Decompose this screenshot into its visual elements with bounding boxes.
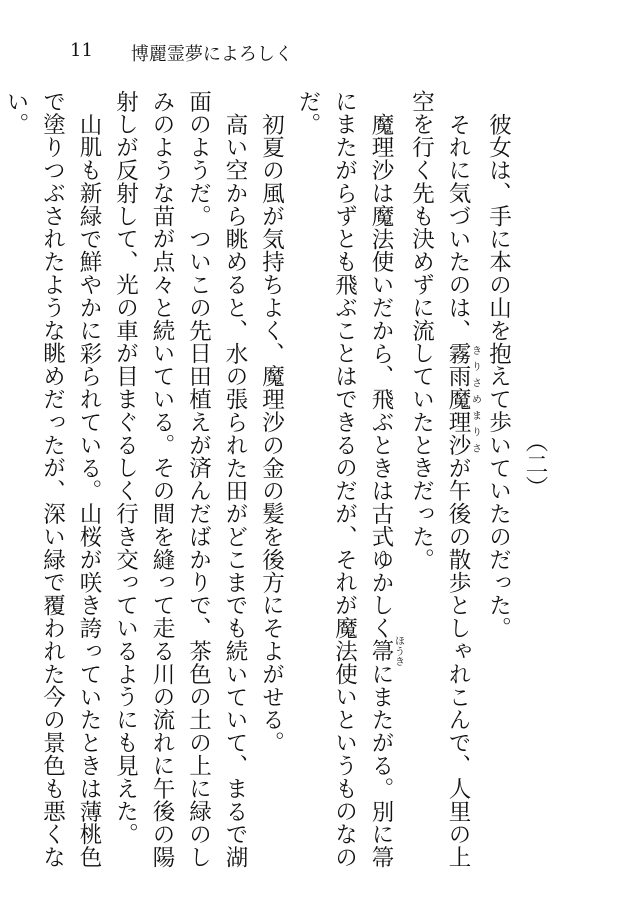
paragraph-text: 初夏の風が気持ちよく、魔理沙の金の髪を後方にそよがせる。 <box>258 112 285 754</box>
page-number: 11 <box>70 40 93 61</box>
ruby-base: 霧雨魔理沙 <box>445 341 471 456</box>
paragraph-text: 彼女は、手に本の山を抱えて歩いていたのだった。 <box>485 112 512 640</box>
body-text <box>0 90 553 880</box>
paragraph-3 <box>290 90 404 880</box>
ruby-annotation <box>368 635 404 667</box>
paragraph-6 <box>0 90 107 880</box>
ruby-reading: きりさめまりさ <box>469 341 481 456</box>
paragraph-4 <box>253 90 290 880</box>
paragraph-text: にまたがる。別に箒にまたがらずとも飛ぶことはできるのだが、それが魔法使いというものなのだ。 <box>295 90 394 869</box>
ruby-reading: ほうき <box>392 635 404 667</box>
paragraph-1 <box>480 90 517 880</box>
page-header <box>70 40 293 66</box>
paragraph-text: それに気づいたのは、 <box>445 112 471 342</box>
paragraph-text: が午後の散歩としゃれこんで、人里の上空を行く先も決めずに流していたときだった。 <box>408 90 471 869</box>
ruby-base: 箒 <box>368 635 394 667</box>
paragraph-5 <box>107 90 253 880</box>
ruby-annotation <box>445 341 481 457</box>
paragraph-text: 高い空から眺めると、水の張られた田がどこまでも続いていて、まるで湖面のようだ。ついこの先日田植えが済んだばかりで、茶色の土の上に緑のしみのような苗が点々と続いている。その間を縫って走る川の流れに午後の陽射しが反射して、光の車が目まぐるしく行き交っているようにも見えた。 <box>112 90 248 869</box>
section-heading: （二） <box>522 430 548 499</box>
paragraph-2 <box>403 90 480 880</box>
paragraph-text: 魔理沙は魔法使いだから、飛ぶときは古式ゆかしく <box>368 112 394 640</box>
paragraph-text: 山肌も新緑で鮮やかに彩られている。山桜が咲き誇っていたときは薄桃色で塗りつぶされたような眺めだったが、深い緑で覆われた今の景色も悪くない。 <box>3 90 102 869</box>
running-title: 博麗霊夢によろしく <box>130 44 293 65</box>
